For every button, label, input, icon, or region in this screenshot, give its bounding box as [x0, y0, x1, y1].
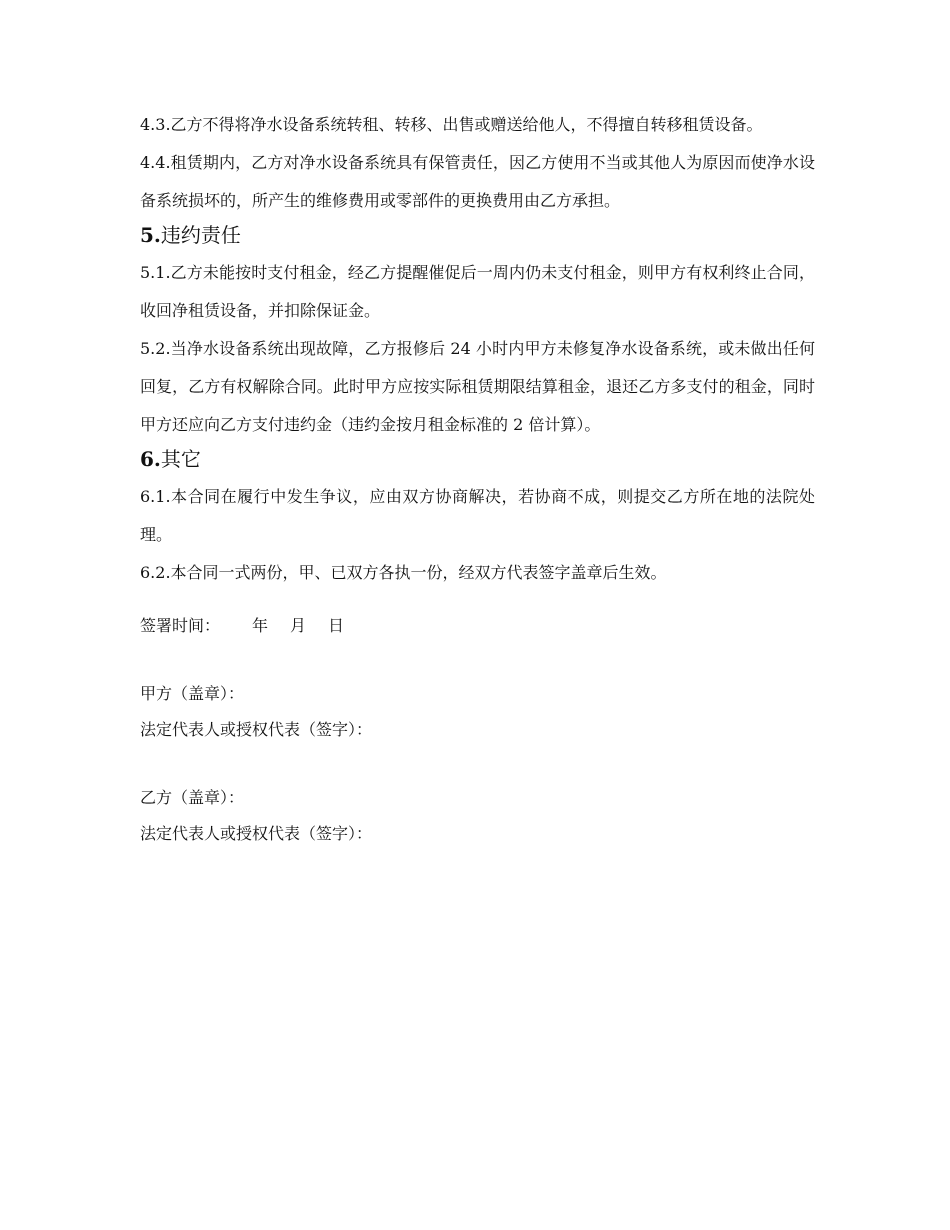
party-b-representative: 法定代表人或授权代表（签字）：: [140, 824, 373, 843]
clause-5-2: 5.2.当净水设备系统出现故障，乙方报修后 24 小时内甲方未修复净水设备系统，或未做出任何回复，乙方有权解除合同。此时甲方应按实际租赁期限结算租金，退还乙方多支付的租金，同时甲方还应向乙方支付违约金（违约金按月租金标准的 2 倍计算）。: [140, 339, 815, 434]
section-6-heading: [140, 444, 815, 474]
clause-6-1: 6.1.本合同在履行中发生争议，应由双方协商解决，若协商不成，则提交乙方所在地的法院处理。: [140, 487, 815, 544]
section-5-title: 违约责任: [160, 223, 241, 247]
section-6-title: 其它: [160, 447, 201, 471]
party-a-representative: 法定代表人或授权代表（签字）：: [140, 720, 373, 739]
party-b-seal: 乙方（盖章）：: [140, 788, 245, 807]
clause-6-2: 6.2.本合同一式两份，甲、已双方各执一份，经双方代表签字盖章后生效。: [140, 563, 667, 582]
document-page: [140, 106, 815, 848]
signing-time: [140, 612, 815, 640]
signing-month: 月: [290, 616, 307, 635]
signing-year: 年: [252, 616, 269, 635]
signing-day: 日: [328, 616, 345, 635]
section-5-number: 5.: [140, 223, 161, 247]
section-6-number: 6.: [140, 447, 161, 471]
clause-5-1: 5.1.乙方未能按时支付租金，经乙方提醒催促后一周内仍未支付租金，则甲方有权利终止合同，收回净租赁设备，并扣除保证金。: [140, 263, 815, 320]
clause-4-3: 4.3.乙方不得将净水设备系统转租、转移、出售或赠送给他人，不得擅自转移租赁设备。: [140, 115, 763, 134]
clause-4-4: 4.4.租赁期内，乙方对净水设备系统具有保管责任，因乙方使用不当或其他人为原因而使净水设备系统损坏的，所产生的维修费用或零部件的更换费用由乙方承担。: [140, 153, 815, 210]
signing-time-label: 签署时间：: [140, 616, 221, 635]
party-a-seal: 甲方（盖章）：: [140, 684, 245, 703]
section-5-heading: [140, 220, 815, 250]
